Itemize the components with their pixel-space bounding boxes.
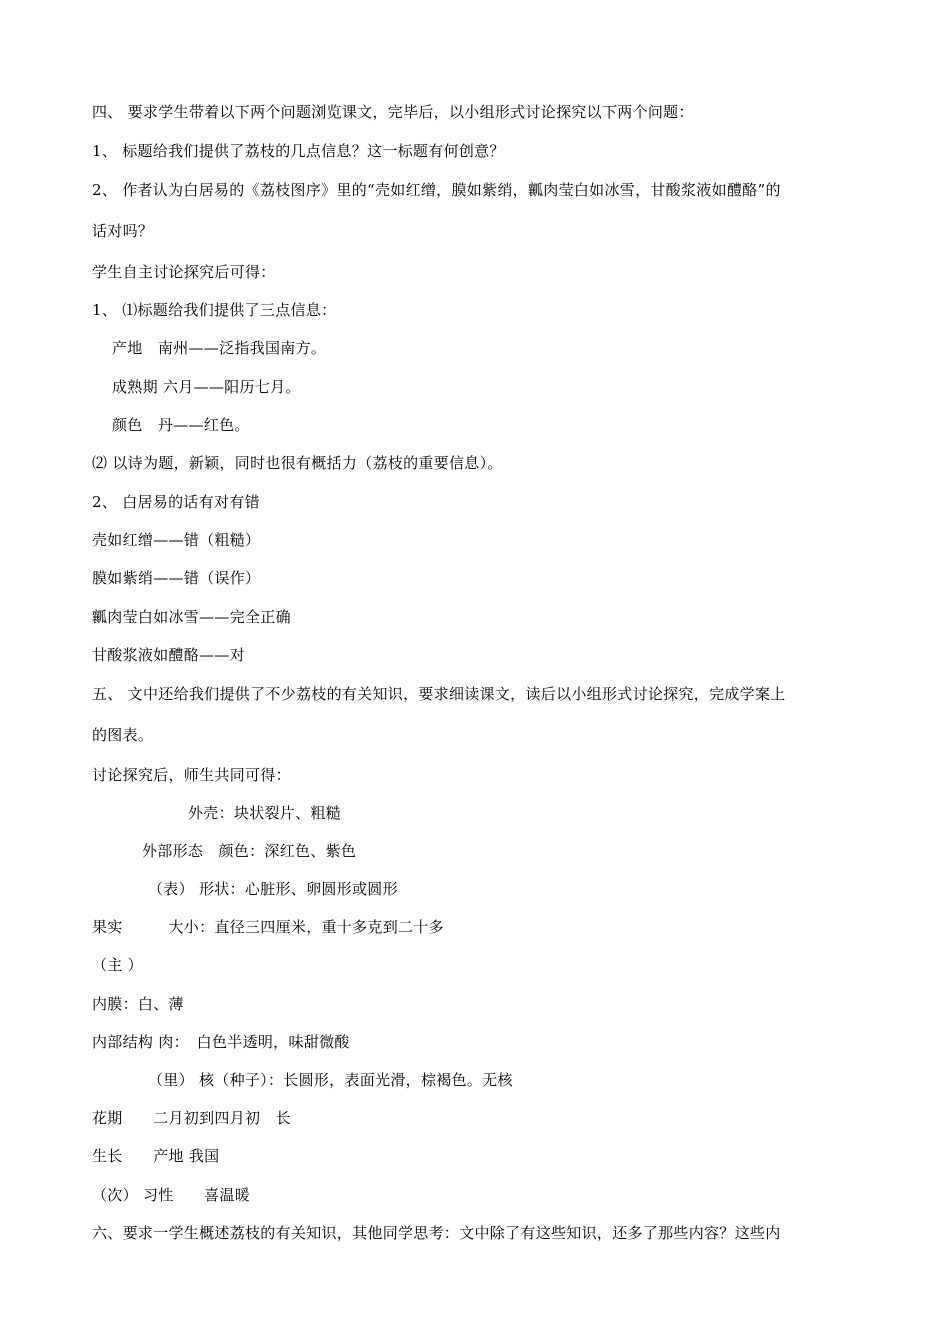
discussion-result-intro-2: 讨论探究后，师生共同可得： [92,766,291,784]
table-flowering: 花期 二月初到四月初 长 [92,1109,291,1127]
section-5-heading: 五、 文中还给我们提供了不少荔枝的有关知识，要求细读课文，读后以小组形式讨论探究，完成学案上 [92,685,786,703]
table-external-color: 外部形态 颜色：深红色、紫色 [142,842,357,860]
table-shape: （表） 形状：心脏形、卵圆形或圆形 [148,880,398,898]
table-inner-membrane: 内膜：白、薄 [92,995,184,1013]
question-2: 2、 作者认为白居易的《荔枝图序》里的“壳如红缯，膜如紫绡，瓤肉莹白如冰雪，甘酸浆液如醴酪”的 [92,181,781,199]
discussion-result-intro: 学生自主讨论探究后可得： [92,263,276,281]
answer-1-origin: 产地 南州——泛指我国南方。 [112,339,327,357]
table-growth-origin: 生长 产地 我国 [92,1147,220,1165]
answer-1-ripening: 成熟期 六月——阳历七月。 [112,378,301,396]
table-fruit-size: 果实 大小：直径三四厘米，重十多克到二十多 [92,918,444,936]
table-main-marker: （主 ） [92,956,143,974]
table-shell: 外壳：块状裂片、粗糙 [188,804,342,822]
table-seed: （里） 核（种子）：长圆形，表面光滑，棕褐色。无核 [148,1071,513,1089]
answer-1-creativity: ⑵ 以诗为题，新颖，同时也很有概括力（荔枝的重要信息）。 [92,454,503,472]
answer-1-title: 1、 ⑴标题给我们提供了三点信息： [92,301,337,319]
answer-2-juice: 甘酸浆液如醴酪——对 [92,646,246,664]
answer-2-flesh: 瓤肉莹白如冰雪——完全正确 [92,608,291,626]
answer-1-color: 颜色 丹——红色。 [112,416,250,434]
question-2-continued: 话对吗？ [92,222,154,240]
answer-2-membrane: 膜如紫绡——错（误作） [92,569,261,587]
section-5-continued: 的图表。 [92,726,154,744]
table-internal-flesh: 内部结构 肉： 白色半透明，味甜微酸 [92,1033,350,1051]
section-4-heading: 四、 要求学生带着以下两个问题浏览课文，完毕后，以小组形式讨论探究以下两个问题： [92,103,694,121]
answer-2-title: 2、 白居易的话有对有错 [92,493,260,511]
section-6-heading: 六、要求一学生概述荔枝的有关知识，其他同学思考：文中除了有这些知识，还多了那些内容？这些内 [92,1224,781,1242]
question-1: 1、 标题给我们提供了荔枝的几点信息？这一标题有何创意？ [92,142,505,160]
table-habit: （次） 习性 喜温暖 [92,1186,251,1204]
answer-2-shell: 壳如红缯——错（粗糙） [92,531,261,549]
